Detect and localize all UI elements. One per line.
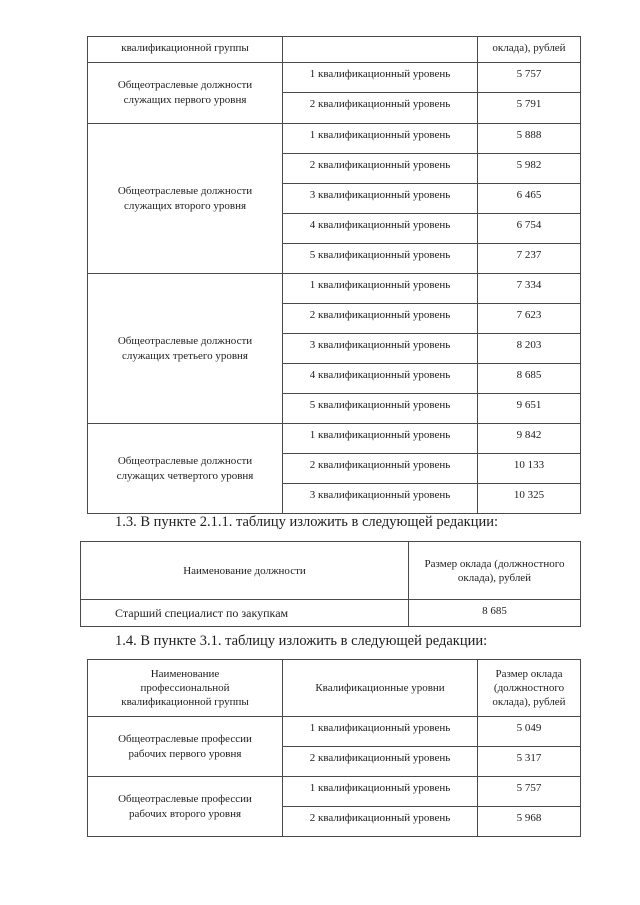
table1-salary: 5 888 xyxy=(478,124,581,154)
table1-level: 3 квалификационный уровень xyxy=(283,484,478,514)
table3-header-group: Наименование профессиональной квалификационной группы xyxy=(88,660,283,717)
table3-group-name: Общеотраслевые профессии рабочих первого уровня xyxy=(88,717,283,777)
table1-group-name: Общеотраслевые должности служащих третьего уровня xyxy=(88,274,283,424)
table1-group-name: Общеотраслевые должности служащих первого уровня xyxy=(88,63,283,124)
table1-level: 1 квалификационный уровень xyxy=(283,274,478,304)
table1-level: 5 квалификационный уровень xyxy=(283,244,478,274)
table3-salary: 5 049 xyxy=(478,717,581,747)
table1-salary: 5 757 xyxy=(478,63,581,93)
table1-level: 2 квалификационный уровень xyxy=(283,454,478,484)
table3-salary: 5 968 xyxy=(478,807,581,837)
table1-salary: 10 325 xyxy=(478,484,581,514)
table3-level: 1 квалификационный уровень xyxy=(283,717,478,747)
table3-group-name: Общеотраслевые профессии рабочих второго уровня xyxy=(88,777,283,837)
table3-salary: 5 317 xyxy=(478,747,581,777)
table1-salary: 9 842 xyxy=(478,424,581,454)
table1-group-name: Общеотраслевые должности служащих четвертого уровня xyxy=(88,424,283,514)
table1-level: 4 квалификационный уровень xyxy=(283,214,478,244)
table1-level: 5 квалификационный уровень xyxy=(283,394,478,424)
table1-level: 1 квалификационный уровень xyxy=(283,124,478,154)
table1-salary: 5 791 xyxy=(478,93,581,124)
table1-salary: 7 623 xyxy=(478,304,581,334)
table2-header-name: Наименование должности xyxy=(81,542,409,600)
table1-level: 3 квалификационный уровень xyxy=(283,334,478,364)
table1-level: 3 квалификационный уровень xyxy=(283,184,478,214)
table1-level: 4 квалификационный уровень xyxy=(283,364,478,394)
table1-header-value: оклада), рублей xyxy=(478,37,581,63)
table3-header-salary: Размер оклада (должностного оклада), рублей xyxy=(478,660,581,717)
table1-salary: 7 237 xyxy=(478,244,581,274)
table1-header-levels xyxy=(283,37,478,63)
table1-header-group: квалификационной группы xyxy=(88,37,283,63)
salary-table-employees xyxy=(87,36,581,514)
table1-salary: 7 334 xyxy=(478,274,581,304)
paragraph-1-3: 1.3. В пункте 2.1.1. таблицу изложить в следующей редакции: xyxy=(115,514,498,530)
table2-header-salary: Размер оклада (должностного оклада), рублей xyxy=(409,542,581,600)
table1-level: 1 квалификационный уровень xyxy=(283,63,478,93)
table1-salary: 10 133 xyxy=(478,454,581,484)
table1-salary: 6 754 xyxy=(478,214,581,244)
table1-salary: 8 685 xyxy=(478,364,581,394)
table1-level: 2 квалификационный уровень xyxy=(283,93,478,124)
table1-salary: 9 651 xyxy=(478,394,581,424)
table1-group-name: Общеотраслевые должности служащих второго уровня xyxy=(88,124,283,274)
table1-level: 2 квалификационный уровень xyxy=(283,154,478,184)
table3-salary: 5 757 xyxy=(478,777,581,807)
table3-header-levels: Квалификационные уровни xyxy=(283,660,478,717)
table3-level: 2 квалификационный уровень xyxy=(283,747,478,777)
table2-position-name: Старший специалист по закупкам xyxy=(81,600,409,627)
salary-table-workers xyxy=(87,659,581,837)
paragraph-1-4: 1.4. В пункте 3.1. таблицу изложить в следующей редакции: xyxy=(115,633,488,649)
table1-salary: 8 203 xyxy=(478,334,581,364)
table3-level: 1 квалификационный уровень xyxy=(283,777,478,807)
table1-level: 1 квалификационный уровень xyxy=(283,424,478,454)
table1-salary: 6 465 xyxy=(478,184,581,214)
table3-level: 2 квалификационный уровень xyxy=(283,807,478,837)
salary-table-procurement xyxy=(80,541,581,627)
table1-salary: 5 982 xyxy=(478,154,581,184)
table2-salary: 8 685 xyxy=(409,600,581,627)
table1-level: 2 квалификационный уровень xyxy=(283,304,478,334)
